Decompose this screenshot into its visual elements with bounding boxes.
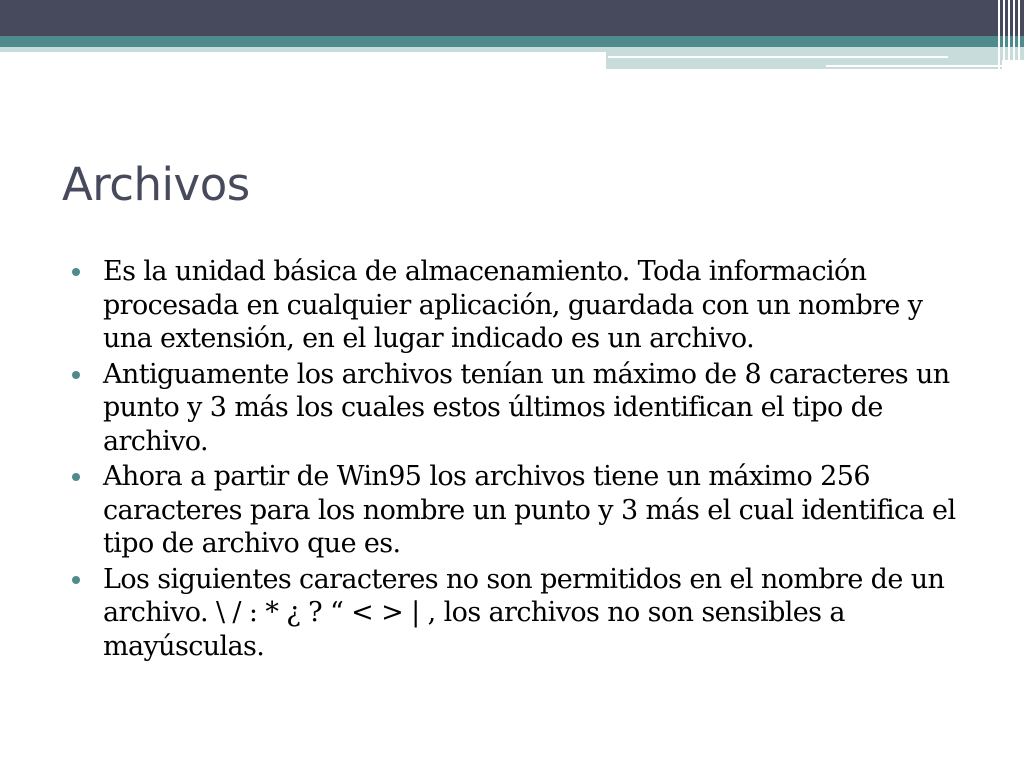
header-dark-bar [0,0,1024,36]
bullet-text: Antiguamente los archivos tenían un máximo de 8 caracteres un punto y 3 más los cuales estos últimos identifican el tipo de archivo. [103,358,950,457]
bullet-dot-icon [72,576,80,584]
header-light-bar-right [606,47,1024,60]
header-light-bar-left [0,47,606,52]
bullet-dot-icon [72,371,80,379]
header-teal-bar [0,36,1024,47]
bullet-item [72,358,972,459]
bullet-item [72,460,972,561]
bullet-text: Es la unidad básica de almacenamiento. Toda información procesada en cualquier aplicación, guardada con un nombre y una extensión, en el lugar indicado es un archivo. [103,256,923,354]
bullet-text: Ahora a partir de Win95 los archivos tiene un máximo 256 caracteres para los nombre un punto y 3 más el cual identifica el tipo de archivo que es. [103,461,956,559]
header-stripes-decoration [996,0,1024,70]
bullet-dot-icon [72,473,80,481]
bullet-text: Los siguientes caracteres no son permitidos en el nombre de un archivo. \ / : * ¿ ? “ < > | , los archivos no son sensibles a mayúsculas. [103,563,945,662]
bullet-item [72,563,972,664]
bullet-list [72,255,972,665]
bullet-dot-icon [72,268,80,276]
bullet-item [72,255,972,356]
header-white-line [608,56,948,58]
header-white-line-lower [826,65,1002,67]
slide-title: Archivos [62,158,250,211]
